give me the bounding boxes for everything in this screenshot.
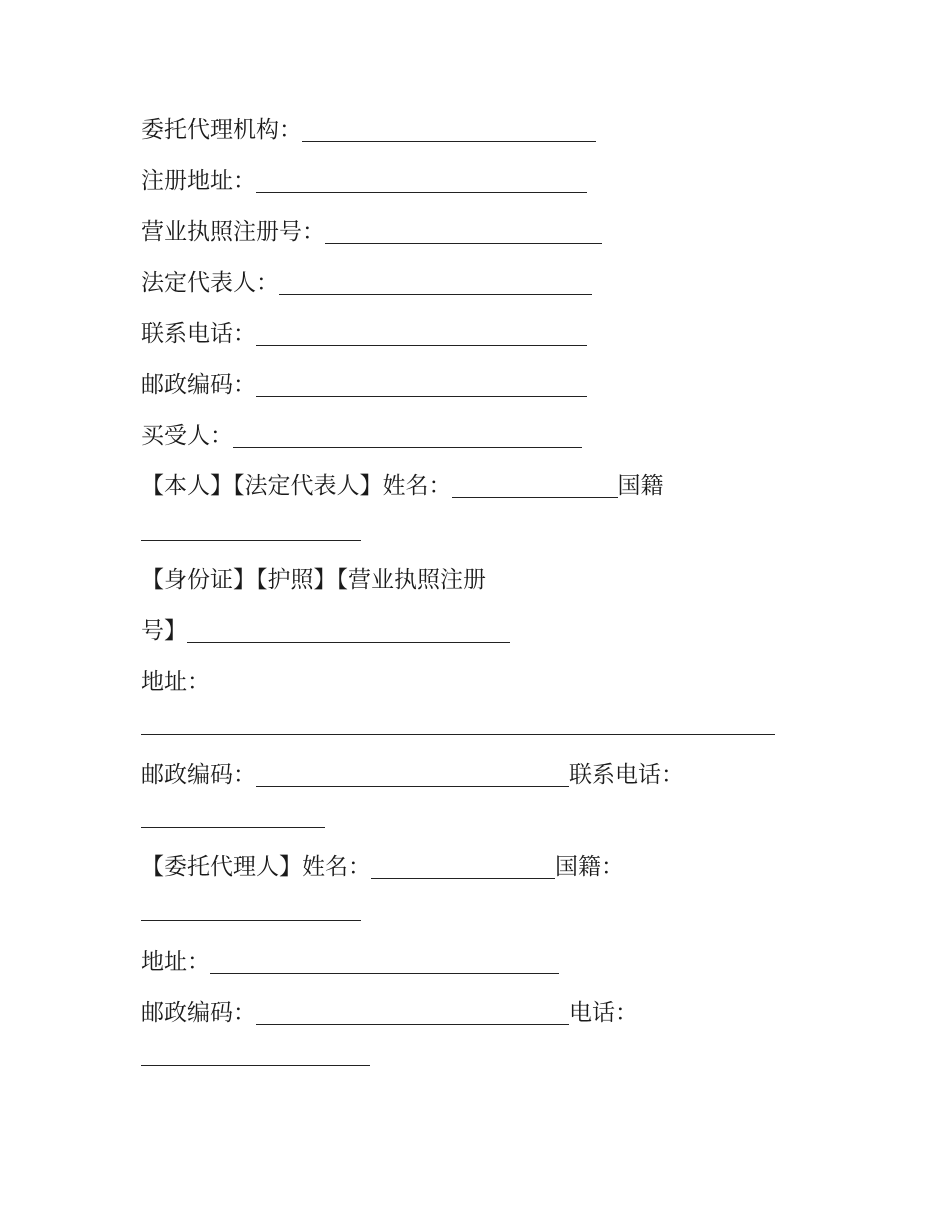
agent-address-blank[interactable] [210, 951, 559, 974]
agent-phone-blank[interactable] [141, 1043, 370, 1066]
agency-phone-row [141, 319, 587, 349]
agent-phone-blank-row [141, 1043, 370, 1069]
agency-license-blank[interactable] [325, 221, 602, 244]
agency-address-row [141, 166, 587, 196]
buyer-address-blank[interactable] [141, 712, 775, 735]
buyer-address-label: 地址： [141, 669, 210, 695]
agency-phone-label: 联系电话： [141, 321, 256, 347]
buyer-phone-blank[interactable] [141, 805, 325, 828]
buyer-postcode-label: 邮政编码： [141, 762, 256, 788]
agent-postcode-blank[interactable] [256, 1002, 569, 1025]
agency-name-blank[interactable] [302, 119, 596, 142]
agent-name-blank[interactable] [371, 856, 555, 879]
agency-postcode-row [141, 370, 587, 400]
buyer-identity-label: 【本人】【法定代表人】姓名： [141, 473, 452, 499]
agent-phone-label: 电话： [569, 1000, 638, 1026]
buyer-nationality-row [141, 518, 361, 544]
buyer-contact-row [141, 760, 684, 790]
buyer-name-blank[interactable] [452, 475, 618, 498]
agent-identity-row [141, 852, 624, 882]
agent-address-row [141, 947, 559, 977]
agent-nationality-label: 国籍： [555, 854, 624, 880]
buyer-nationality-label: 国籍 [617, 473, 664, 499]
agency-legal-rep-label: 法定代表人： [141, 270, 279, 296]
buyer-title-row [141, 421, 582, 451]
buyer-id-number-blank[interactable] [187, 620, 510, 643]
buyer-phone-label: 联系电话： [569, 762, 684, 788]
agent-postcode-label: 邮政编码： [141, 1000, 256, 1026]
buyer-address-blank-row [141, 712, 775, 738]
agency-postcode-blank[interactable] [256, 374, 587, 397]
agency-license-label: 营业执照注册号： [141, 219, 325, 245]
buyer-title-blank[interactable] [233, 425, 582, 448]
buyer-id-type-row [141, 565, 486, 595]
buyer-phone-blank-row [141, 805, 325, 831]
buyer-address-row [141, 667, 210, 697]
buyer-id-type-label: 【身份证】【护照】【营业执照注册 [141, 567, 486, 593]
buyer-identity-row [141, 471, 664, 501]
buyer-title-label: 买受人： [141, 423, 233, 449]
agency-name-row [141, 115, 596, 145]
agent-address-label: 地址： [141, 949, 210, 975]
agent-nationality-row [141, 898, 361, 924]
agency-name-label: 委托代理机构： [141, 117, 302, 143]
agency-postcode-label: 邮政编码： [141, 372, 256, 398]
agent-identity-label: 【委托代理人】姓名： [141, 854, 371, 880]
agency-address-blank[interactable] [256, 170, 587, 193]
agency-license-row [141, 217, 602, 247]
agency-legal-rep-row [141, 268, 592, 298]
buyer-id-number-row [141, 616, 510, 646]
buyer-id-type-label-cont: 号】 [141, 618, 187, 644]
agency-address-label: 注册地址： [141, 168, 256, 194]
buyer-postcode-blank[interactable] [256, 764, 569, 787]
agent-nationality-blank[interactable] [141, 898, 361, 921]
agency-phone-blank[interactable] [256, 323, 587, 346]
buyer-nationality-blank[interactable] [141, 518, 361, 541]
agent-contact-row [141, 998, 638, 1028]
agency-legal-rep-blank[interactable] [279, 272, 592, 295]
